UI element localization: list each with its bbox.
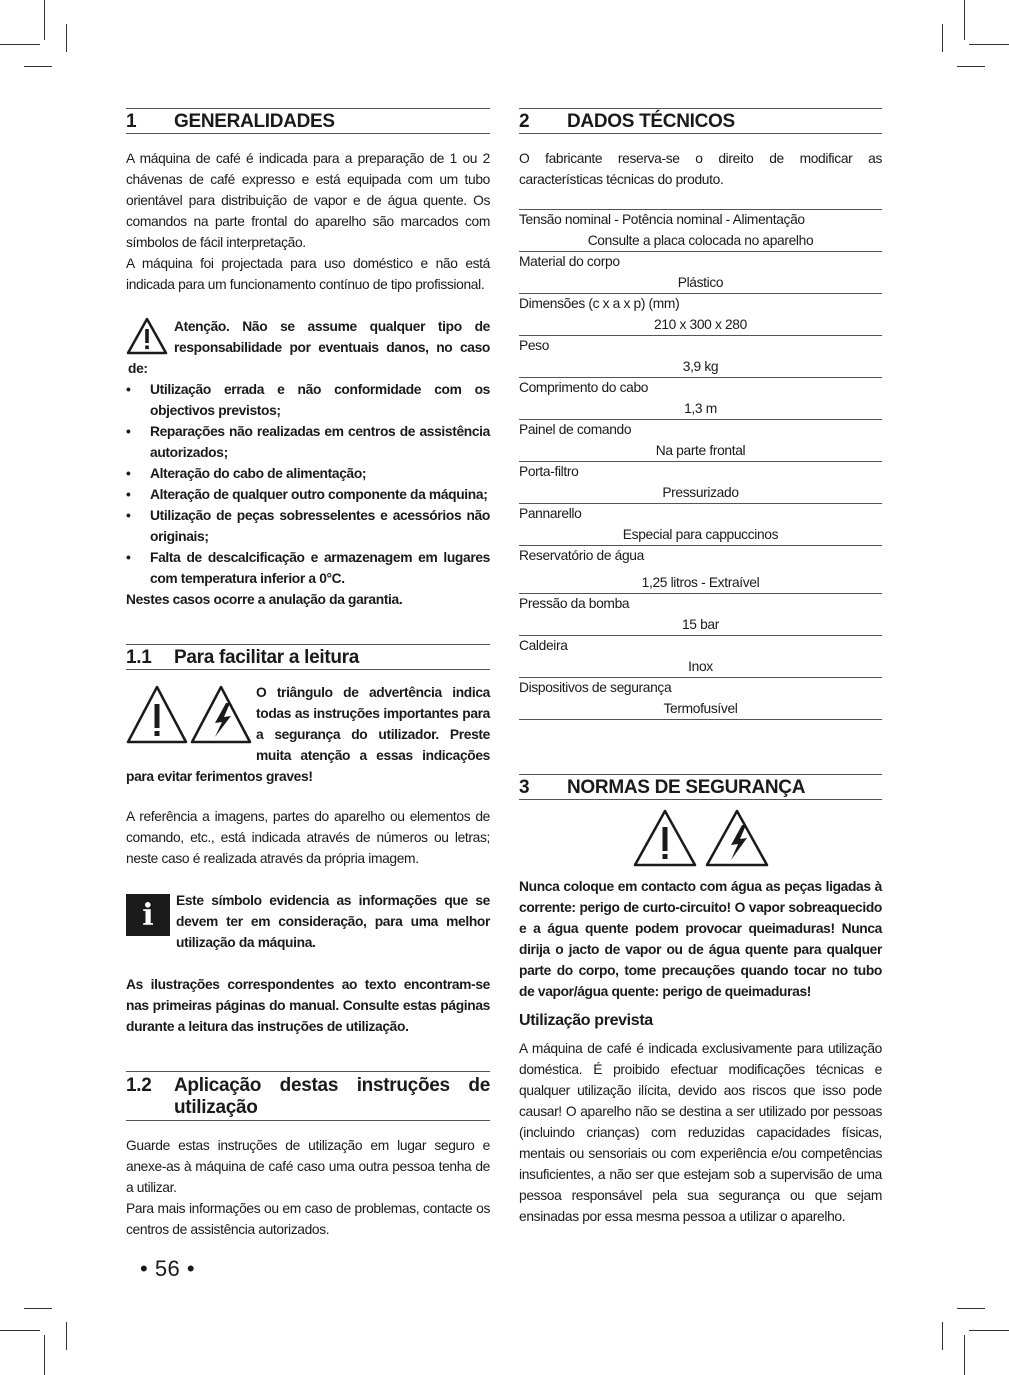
crop-mark xyxy=(0,1330,40,1331)
section-number: 1 xyxy=(126,111,137,132)
table-row xyxy=(519,504,882,546)
subsection-title: Utilização prevista xyxy=(519,1012,653,1029)
spec-value: Plástico xyxy=(677,275,724,290)
crop-mark xyxy=(44,0,45,40)
section-title: NORMAS DE SEGURANÇA xyxy=(567,777,806,798)
safety-warning: Nunca coloque em contacto com água as peças ligadas à corrente: perigo de curto-circuito! O vapor sobreaquecido e a água quente podem provocar queimaduras! Nunca dirija o jacto de vapor ou de água quente para qualquer parte do corpo, tome precauções quando tocar no tubo de vapor/água quente: perigo de queimaduras! xyxy=(519,879,882,999)
section-2-heading xyxy=(519,108,882,134)
section-title: Para facilitar a leitura xyxy=(174,647,360,668)
paragraph: Guarde estas instruções de utilização em lugar seguro e anexe-as à máquina de café caso uma outra pessoa tenha de a utilizar. xyxy=(126,1138,490,1195)
table-row xyxy=(519,336,882,378)
warning-triangle-icon xyxy=(632,808,698,868)
warning-triangle-icon xyxy=(126,684,188,746)
warning-triangle-icon xyxy=(126,316,168,356)
table-row xyxy=(519,420,882,462)
spec-label: Peso xyxy=(519,338,550,353)
spec-label: Comprimento do cabo xyxy=(519,380,649,395)
crop-mark xyxy=(964,0,965,40)
paragraph: O fabricante reserva-se o direito de modificar as características técnicas do produto. xyxy=(519,151,882,187)
paragraph: A máquina de café é indicada exclusivamente para utilização doméstica. É proibido efectuar modificações técnicas e qualquer utilização ilícita, devido aos riscos que isso pode causar! O aparelho não se destina a ser utilizado por pessoas (incluindo crianças) com reduzidas capacidades físicas, mentais ou sensoriais ou com experiência e/ou competências insuficientes, a não ser que estejam sob a supervisão de uma pessoa responsável pela sua segurança ou que sejam ensinadas por essa mesma pessoa a utilizar o aparelho. xyxy=(519,1041,882,1224)
spec-table xyxy=(519,209,882,720)
spec-label: Tensão nominal - Potência nominal - Alimentação xyxy=(519,212,805,227)
crop-mark xyxy=(66,24,67,52)
table-row xyxy=(519,252,882,294)
paragraph: A referência a imagens, partes do aparelho ou elementos de comando, etc., está indicada através de números ou letras; neste caso é realizada através da própria imagem. xyxy=(126,809,490,866)
spec-value: 3,9 kg xyxy=(682,359,719,374)
section-1-heading xyxy=(126,108,490,134)
electric-hazard-icon xyxy=(190,684,252,746)
spec-value: Especial para cappuccinos xyxy=(622,527,779,542)
crop-mark xyxy=(44,1335,45,1375)
table-row xyxy=(519,678,882,720)
spec-value: 15 bar xyxy=(681,617,720,632)
warning-list xyxy=(126,379,490,589)
triangle-text: O triângulo de advertência indica todas as instruções importantes para a segurança do utilizador. Preste muita atenção a essas indicações para evitar ferimentos graves! xyxy=(126,685,490,784)
crop-mark xyxy=(942,24,943,52)
crop-mark xyxy=(24,66,52,67)
spec-value: 1,3 m xyxy=(684,401,717,416)
illustrations-note: As ilustrações correspondentes ao texto encontram-se nas primeiras páginas do manual. Consulte estas páginas durante a leitura das instruções de utilização. xyxy=(126,977,490,1034)
spec-label: Reservatório de água xyxy=(519,548,644,563)
info-text: Este símbolo evidencia as informações que se devem ter em consideração, para uma melhor utilização da máquina. xyxy=(176,893,490,950)
right-column xyxy=(519,108,882,1227)
electric-hazard-icon xyxy=(704,808,770,868)
spec-value: Pressurizado xyxy=(662,485,739,500)
spec-label: Porta-filtro xyxy=(519,464,579,479)
spec-label: Caldeira xyxy=(519,638,568,653)
section-1-2-heading xyxy=(126,1071,490,1121)
spec-label: Dispositivos de segurança xyxy=(519,680,672,695)
crop-mark xyxy=(957,1308,985,1309)
table-row xyxy=(519,462,882,504)
spec-value: Na parte frontal xyxy=(655,443,746,458)
paragraph: A máquina de café é indicada para a preparação de 1 ou 2 chávenas de café expresso e está equipada com um tubo orientável para distribuição de vapor e de água quente. Os comandos na parte frontal do aparelho são marcados com símbolos de fácil interpretação. xyxy=(126,151,490,250)
info-note xyxy=(126,890,490,953)
list-item: • Alteração do cabo de alimentação; xyxy=(126,463,490,484)
spec-value: 210 x 300 x 280 xyxy=(654,317,747,332)
crop-mark xyxy=(957,66,985,67)
warning-intro: Atenção. Não se assume qualquer tipo de responsabilidade por eventuais danos, no caso de: xyxy=(128,319,490,376)
spec-value: Inox xyxy=(688,659,713,674)
spec-label: Pannarello xyxy=(519,506,582,521)
left-column xyxy=(126,108,490,1240)
section-title: DADOS TÉCNICOS xyxy=(567,111,735,132)
spec-value: 1,25 litros - Extraível xyxy=(641,575,760,590)
section-number: 3 xyxy=(519,777,530,798)
list-item: • Falta de descalcificação e armazenagem em lugares com temperatura inferior a 0°C. xyxy=(126,547,490,589)
table-row xyxy=(519,210,882,252)
section-number: 1.2 xyxy=(126,1075,152,1096)
list-item: • Utilização errada e não conformidade com os objectivos previstos; xyxy=(126,379,490,421)
spec-label: Painel de comando xyxy=(519,422,632,437)
table-row xyxy=(519,378,882,420)
warning-end: Nestes casos ocorre a anulação da garantia. xyxy=(126,592,403,607)
section-title: Aplicação destas instruções de utilização xyxy=(174,1075,490,1118)
spec-label: Material do corpo xyxy=(519,254,620,269)
crop-mark xyxy=(942,1322,943,1350)
section-3-heading xyxy=(519,774,882,800)
list-item: • Utilização de peças sobresselentes e acessórios não originais; xyxy=(126,505,490,547)
crop-mark xyxy=(0,44,40,45)
crop-mark xyxy=(24,1308,52,1309)
safety-icons xyxy=(519,808,882,868)
spec-value: Termofusível xyxy=(663,701,738,716)
warning-icons xyxy=(126,684,252,746)
triangle-explanation xyxy=(126,682,490,787)
crop-mark xyxy=(969,44,1009,45)
spec-value: Consulte a placa colocada no aparelho xyxy=(587,233,814,248)
spec-label: Dimensões (c x a x p) (mm) xyxy=(519,296,680,311)
crop-mark xyxy=(66,1322,67,1350)
table-row xyxy=(519,294,882,336)
section-title: GENERALIDADES xyxy=(174,111,335,132)
paragraph: A máquina foi projectada para uso doméstico e não está indicada para um funcionamento contínuo de tipo profissional. xyxy=(126,256,490,292)
table-row xyxy=(519,546,882,594)
table-row xyxy=(519,594,882,636)
table-row xyxy=(519,636,882,678)
liability-warning xyxy=(126,316,490,610)
crop-mark xyxy=(964,1335,965,1375)
spec-label: Pressão da bomba xyxy=(519,596,630,611)
section-number: 1.1 xyxy=(126,647,152,668)
page-number: • 56 • xyxy=(140,1256,196,1281)
list-item: • Alteração de qualquer outro componente da máquina; xyxy=(126,484,490,505)
section-1-1-heading xyxy=(126,644,490,670)
info-icon: i xyxy=(126,894,170,936)
section-number: 2 xyxy=(519,111,530,132)
crop-mark xyxy=(969,1330,1009,1331)
list-item: • Reparações não realizadas em centros de assistência autorizados; xyxy=(126,421,490,463)
paragraph: Para mais informações ou em caso de problemas, contacte os centros de assistência autorizados. xyxy=(126,1201,490,1237)
